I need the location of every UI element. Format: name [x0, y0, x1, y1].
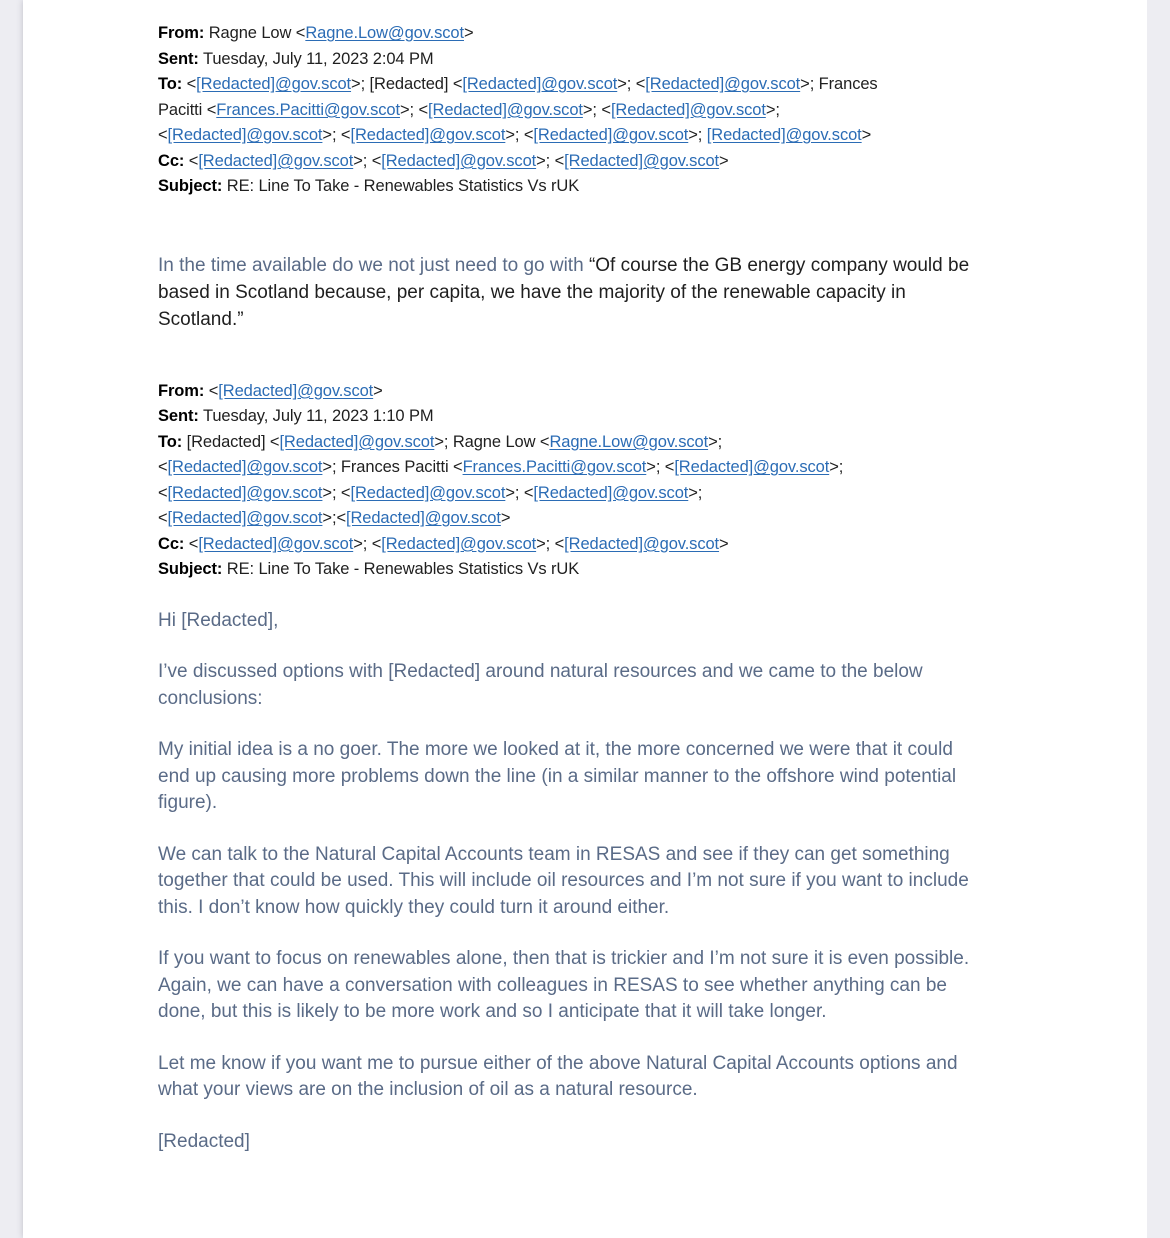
plain-text: “Of course the GB energy company would be based in Scotland because, per capita, we have the majority of the renewable capacity in Scotland.” — [158, 254, 970, 330]
plain-text: >; — [765, 100, 780, 119]
plain-text: RE: Line To Take - Renewables Statistics Vs rUK — [222, 560, 580, 578]
email-address-link[interactable]: [Redacted]@gov.scot — [533, 483, 689, 502]
plain-text: > — [719, 534, 729, 553]
email-address-link[interactable]: [Redacted]@gov.scot — [381, 151, 537, 170]
email-address-link[interactable]: [Redacted]@gov.scot — [198, 151, 354, 170]
body-paragraph: If you want to focus on renewables alone, then that is trickier and I’m not sure it is even possible. Again, we can have a conversation with colleagues in RESAS to see whether anything can be done, but this is likely to be more work and so I anticipate that it will take longer. — [158, 948, 970, 1022]
plain-text: >; < — [353, 151, 382, 170]
plain-text: >; < — [322, 126, 351, 144]
plain-text: >;< — [322, 509, 346, 527]
body-paragraph: Hi [Redacted], — [158, 609, 279, 631]
plain-text: > — [719, 151, 729, 170]
plain-text: >; Frances Pacitti < — [322, 458, 463, 476]
plain-text: < — [184, 534, 199, 553]
plain-text: [Redacted] < — [182, 432, 280, 451]
header-line — [158, 174, 1107, 200]
header-line — [158, 123, 1107, 149]
email-address-link[interactable]: [Redacted]@gov.scot — [345, 509, 501, 527]
plain-text: < — [184, 151, 199, 170]
plain-text: < — [204, 381, 219, 400]
plain-text: Tuesday, July 11, 2023 1:10 PM — [198, 407, 434, 425]
email-header-top — [158, 21, 1107, 200]
header-line — [158, 72, 1107, 98]
header-line — [158, 149, 1107, 175]
email-address-link[interactable]: [Redacted]@gov.scot — [610, 100, 766, 119]
body-paragraph: I’ve discussed options with [Redacted] around natural resources and we came to the below conclusions: — [158, 661, 923, 709]
plain-text: >; Frances — [800, 75, 878, 93]
email-address-link[interactable]: [Redacted]@gov.scot — [167, 458, 323, 476]
plain-text: >; < — [322, 483, 351, 502]
reply-note-paragraph — [158, 252, 988, 333]
email-address-link[interactable]: [Redacted]@gov.scot — [428, 100, 583, 119]
header-line — [158, 21, 1107, 47]
plain-text: Pacitti < — [158, 100, 217, 119]
plain-text: RE: Line To Take - Renewables Statistics Vs rUK — [222, 177, 580, 195]
header-line — [158, 379, 1107, 405]
plain-text: >; — [829, 458, 844, 476]
email-address-link[interactable]: Frances.Pacitti@gov.scot — [216, 100, 400, 119]
slate-text: In the time available do we not just need to go with — [158, 254, 589, 276]
header-line — [158, 481, 1107, 507]
email-address-link[interactable]: [Redacted]@gov.scot — [167, 126, 323, 144]
body-paragraph: Let me know if you want me to pursue either of the above Natural Capital Accounts options and what your views are on the inclusion of oil as a natural resource. — [158, 1052, 958, 1100]
plain-text: Ragne Low < — [204, 24, 306, 42]
plain-text: >; [Redacted] < — [351, 75, 463, 93]
plain-text: >; < — [536, 534, 565, 553]
email-address-link[interactable]: [Redacted]@gov.scot — [706, 126, 862, 144]
email-address-link[interactable]: [Redacted]@gov.scot — [674, 458, 830, 476]
header-line — [158, 98, 1107, 124]
email-header-quoted — [158, 379, 1107, 583]
plain-text: > — [464, 24, 474, 42]
page-right-gutter — [1147, 0, 1170, 1238]
plain-text: > — [373, 381, 383, 400]
email-address-link[interactable]: [Redacted]@gov.scot — [350, 126, 506, 144]
header-line — [158, 430, 1107, 456]
header-field-label: Subject: — [158, 560, 223, 578]
header-field-label: Sent: — [158, 49, 199, 68]
email-address-link[interactable]: [Redacted]@gov.scot — [564, 151, 720, 170]
header-field-label: From: — [158, 381, 205, 400]
header-field-label: Sent: — [158, 407, 199, 425]
email-document-page — [23, 0, 1147, 1238]
header-line — [158, 532, 1107, 558]
header-line — [158, 506, 1107, 532]
page-left-gutter — [0, 0, 23, 1238]
plain-text: < — [158, 483, 168, 502]
plain-text: >; < — [536, 151, 565, 170]
email-address-link[interactable]: [Redacted]@gov.scot — [167, 509, 323, 527]
plain-text: >; < — [617, 75, 646, 93]
header-field-label: Cc: — [158, 534, 185, 553]
plain-text: >; Ragne Low < — [434, 432, 550, 451]
email-address-link[interactable]: [Redacted]@gov.scot — [279, 432, 435, 451]
email-address-link[interactable]: [Redacted]@gov.scot — [645, 75, 801, 93]
plain-text: >; — [688, 126, 707, 144]
email-address-link[interactable]: [Redacted]@gov.scot — [198, 534, 354, 553]
plain-text: >; < — [646, 458, 675, 476]
plain-text: > — [861, 126, 872, 144]
header-field-label: Subject: — [158, 177, 223, 195]
plain-text: >; — [688, 483, 703, 502]
plain-text: > — [500, 509, 511, 527]
email-address-link[interactable]: Ragne.Low@gov.scot — [549, 432, 709, 451]
email-address-link[interactable]: [Redacted]@gov.scot — [381, 534, 537, 553]
header-line — [158, 404, 1107, 430]
header-field-label: From: — [158, 24, 205, 42]
email-address-link[interactable]: [Redacted]@gov.scot — [564, 534, 720, 553]
email-address-link[interactable]: Ragne.Low@gov.scot — [305, 24, 464, 42]
body-paragraph: We can talk to the Natural Capital Accounts team in RESAS and see if they can get something together that could be used. This will include oil resources and I’m not sure if you want to include this. I don’t know how quickly they could turn it around either. — [158, 843, 969, 918]
email-address-link[interactable]: [Redacted]@gov.scot — [196, 75, 352, 93]
header-line — [158, 47, 1107, 73]
header-line — [158, 455, 1107, 481]
body-paragraph: [Redacted] — [158, 1130, 250, 1152]
email-address-link[interactable]: [Redacted]@gov.scot — [350, 483, 506, 502]
body-paragraph: My initial idea is a no goer. The more we looked at it, the more concerned we were that it could end up causing more problems down the line (in a similar manner to the offshore wind potential figure). — [158, 739, 957, 813]
plain-text: < — [158, 126, 168, 144]
email-address-link[interactable]: [Redacted]@gov.scot — [218, 381, 374, 400]
header-field-label: Cc: — [158, 151, 185, 170]
email-address-link[interactable]: [Redacted]@gov.scot — [167, 483, 323, 502]
plain-text: Tuesday, July 11, 2023 2:04 PM — [198, 49, 434, 68]
plain-text: >; < — [399, 100, 429, 119]
header-field-label: To: — [158, 432, 183, 451]
email-address-link[interactable]: Frances.Pacitti@gov.scot — [462, 458, 647, 476]
plain-text: < — [158, 458, 168, 476]
plain-text: >; < — [505, 483, 534, 502]
plain-text: < — [158, 509, 168, 527]
plain-text: >; < — [353, 534, 382, 553]
plain-text: >; < — [505, 126, 534, 144]
email-body — [158, 608, 988, 1156]
email-address-link[interactable]: [Redacted]@gov.scot — [533, 126, 689, 144]
header-line — [158, 557, 1107, 583]
header-field-label: To: — [158, 75, 183, 93]
plain-text: >; < — [582, 100, 611, 119]
plain-text: < — [182, 75, 197, 93]
email-address-link[interactable]: [Redacted]@gov.scot — [462, 75, 618, 93]
plain-text: >; — [708, 432, 723, 451]
